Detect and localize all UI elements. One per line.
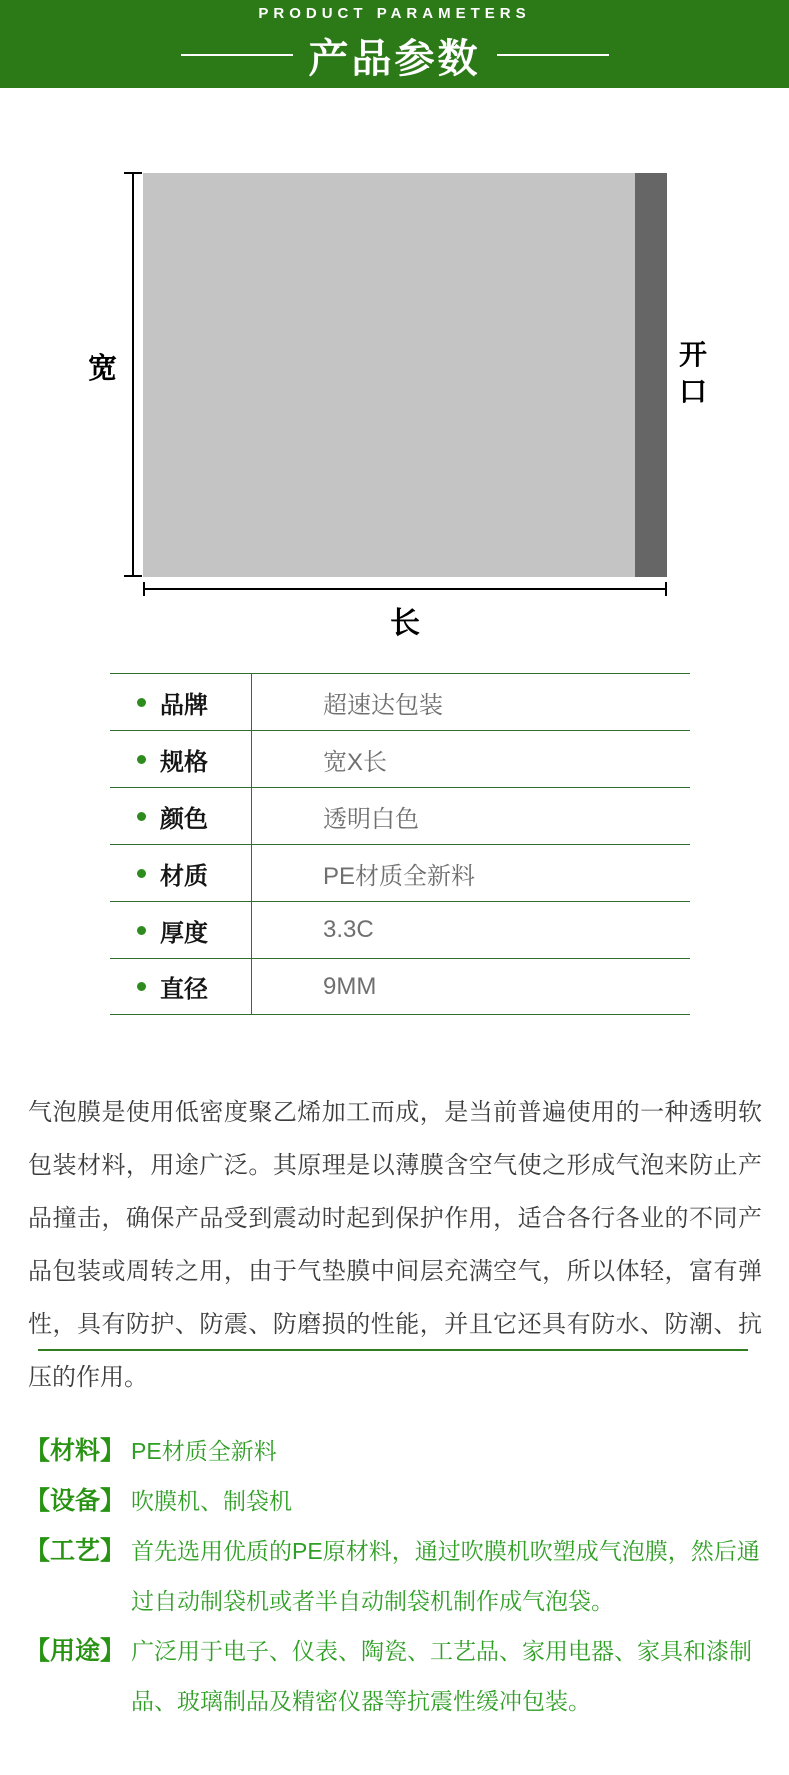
length-measure-tick-left — [143, 582, 145, 596]
row-label: 厚度 — [160, 919, 208, 947]
opening-label: 开口 — [679, 339, 708, 407]
info-section-equipment — [25, 1476, 773, 1526]
bag-opening-strip — [635, 173, 667, 577]
table-row — [110, 787, 690, 844]
header-title-row — [181, 27, 609, 84]
info-section-text: 吹膜机、制袋机 — [131, 1488, 293, 1514]
table-value-cell — [252, 674, 690, 730]
table-label-cell — [110, 788, 252, 844]
info-section-material — [25, 1426, 773, 1476]
row-label: 直径 — [160, 976, 208, 1003]
row-value: PE材质全新料 — [323, 862, 476, 890]
info-section-process — [25, 1526, 773, 1626]
row-label: 品牌 — [160, 691, 208, 719]
table-value-cell — [252, 959, 690, 1014]
row-label: 颜色 — [160, 805, 208, 833]
section-divider — [38, 1349, 748, 1351]
length-measure-line — [143, 588, 667, 590]
table-row — [110, 673, 690, 730]
row-value: 9MM — [323, 972, 377, 1000]
info-section-text: PE材质全新料 — [131, 1438, 277, 1464]
info-section-text: 广泛用于电子、仪表、陶瓷、工艺品、家用电器、家具和漆制品、玻璃制品及精密仪器等抗震性缓冲包装。 — [131, 1638, 753, 1714]
length-label: 长 — [390, 607, 420, 640]
spec-table — [110, 673, 690, 1015]
title-rule-left — [181, 54, 293, 56]
table-label-cell — [110, 674, 252, 730]
page-title: 产品参数 — [308, 36, 481, 81]
table-label-cell — [110, 731, 252, 787]
bullet-icon — [137, 698, 146, 707]
bullet-icon — [137, 869, 146, 878]
bullet-icon — [137, 812, 146, 821]
width-measure-tick-top — [124, 172, 142, 174]
info-section-text: 首先选用优质的PE原材料，通过吹膜机吹塑成气泡膜，然后通过自动制袋机或者半自动制袋机制作成气泡袋。 — [131, 1538, 760, 1614]
width-label: 宽 — [88, 353, 118, 385]
bullet-icon — [137, 982, 146, 991]
row-label: 材质 — [160, 862, 208, 890]
info-section-label: 【工艺】 — [25, 1537, 126, 1565]
table-row — [110, 958, 690, 1015]
description-paragraph: 气泡膜是使用低密度聚乙烯加工而成，是当前普遍使用的一种透明软包装材料，用途广泛。其原理是以薄膜含空气使之形成气泡来防止产品撞击，确保产品受到震动时起到保护作用，适合各行各业的不同产品包装或周转之用，由于气垫膜中间层充满空气，所以体轻，富有弹性，具有防护、防震、防磨损的性能，并且它还具有防水、防潮、抗压的作用。 — [28, 1099, 762, 1391]
header-subtitle: PRODUCT PARAMETERS — [258, 4, 531, 22]
bullet-icon — [137, 926, 146, 935]
length-measure-tick-right — [665, 582, 667, 596]
bullet-icon — [137, 755, 146, 764]
info-sections — [25, 1426, 773, 1726]
table-row — [110, 844, 690, 901]
bag-diagram — [143, 173, 667, 577]
info-section-label: 【用途】 — [25, 1637, 126, 1665]
width-measure-tick-bottom — [124, 575, 142, 577]
info-section-usage — [25, 1626, 773, 1726]
row-value: 超速达包装 — [323, 691, 443, 719]
info-section-label: 【设备】 — [25, 1487, 126, 1515]
row-value: 3.3C — [323, 916, 374, 943]
row-label: 规格 — [160, 748, 208, 776]
table-label-cell — [110, 902, 252, 958]
table-value-cell — [252, 731, 690, 787]
header — [0, 0, 789, 88]
info-section-label: 【材料】 — [25, 1437, 126, 1465]
width-measure-line — [132, 173, 134, 577]
title-rule-right — [497, 54, 609, 56]
row-value: 透明白色 — [323, 805, 419, 833]
table-row — [110, 730, 690, 787]
table-value-cell — [252, 845, 690, 901]
table-row — [110, 901, 690, 958]
table-value-cell — [252, 788, 690, 844]
table-label-cell — [110, 959, 252, 1014]
table-label-cell — [110, 845, 252, 901]
table-value-cell — [252, 902, 690, 958]
row-value: 宽X长 — [323, 748, 388, 776]
